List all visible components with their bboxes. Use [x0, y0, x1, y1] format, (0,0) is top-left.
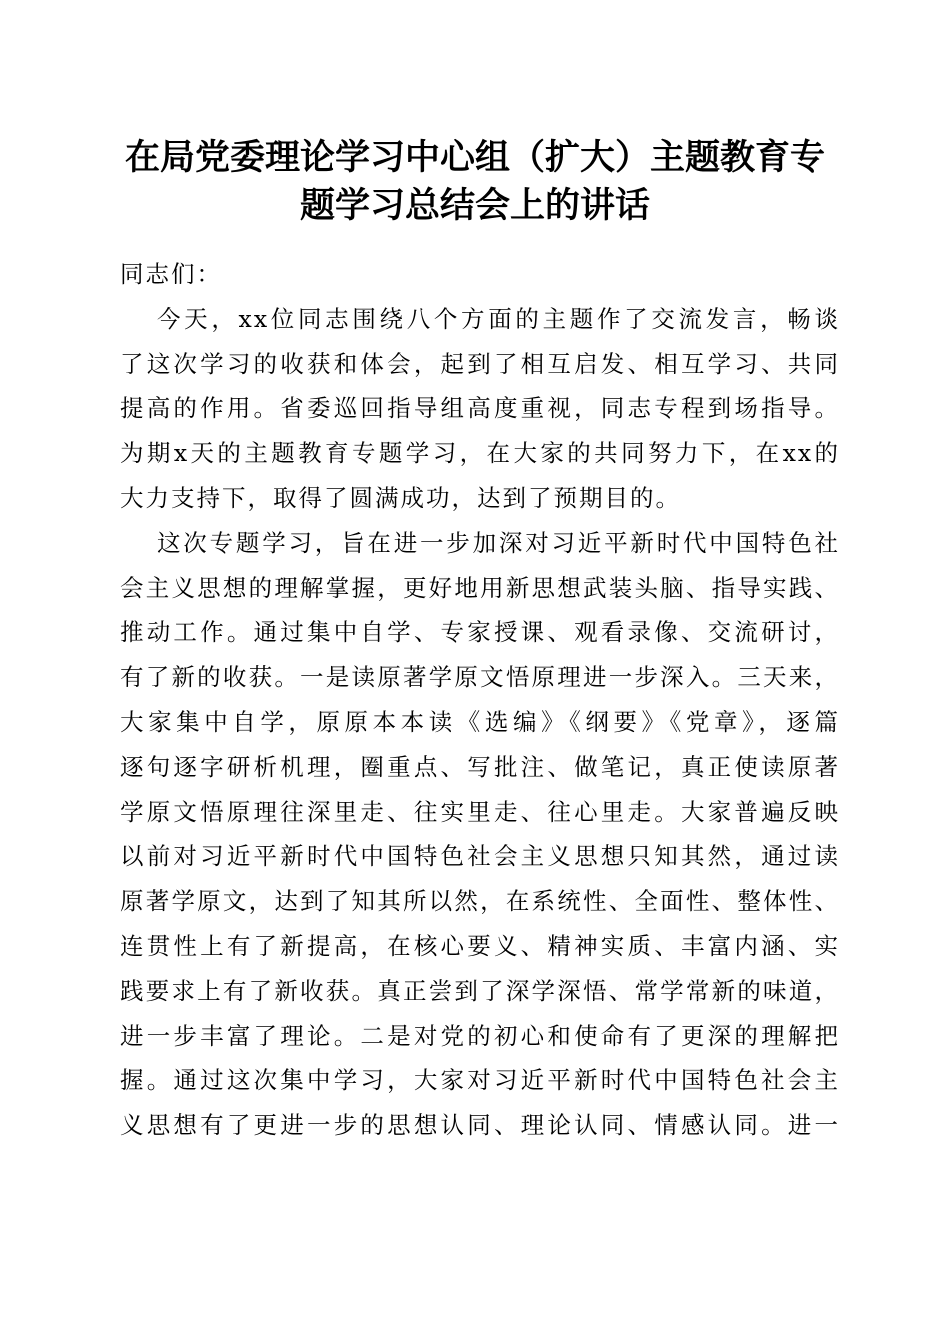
salutation: 同志们：	[120, 260, 222, 288]
paragraph-line: 大力支持下，取得了圆满成功，达到了预期目的。	[120, 483, 681, 512]
document-body	[120, 252, 840, 1148]
paragraph-line: 为期x天的主题教育专题学习，在大家的共同努力下，在xx的	[120, 439, 840, 468]
paragraph-line: 以前对习近平新时代中国特色社会主义思想只知其然，通过读	[120, 842, 840, 871]
paragraph-line: 今天，xx位同志围绕八个方面的主题作了交流发言，畅谈	[157, 304, 840, 333]
title-line: 在局党委理论学习中心组（扩大）主题教育专	[124, 137, 825, 178]
paragraph-line: 逐句逐字研析机理，圈重点、写批注、做笔记，真正使读原著	[120, 752, 840, 781]
paragraph-line: 推动工作。通过集中自学、专家授课、观看录像、交流研讨，	[120, 618, 840, 647]
paragraph-line: 握。通过这次集中学习，大家对习近平新时代中国特色社会主	[120, 1066, 840, 1095]
paragraph-line: 义思想有了更进一步的思想认同、理论认同、情感认同。进一	[120, 1111, 840, 1140]
paragraph-line: 大家集中自学，原原本本读《选编》《纲要》《党章》，逐篇	[120, 707, 840, 736]
paragraph-line: 学原文悟原理往深里走、往实里走、往心里走。大家普遍反映	[120, 797, 840, 826]
paragraph-line: 有了新的收获。一是读原著学原文悟原理进一步深入。三天来，	[120, 663, 840, 692]
paragraph-1	[120, 297, 840, 521]
paragraph-line: 了这次学习的收获和体会，起到了相互启发、相互学习、共同	[120, 349, 840, 378]
paragraph-line: 践要求上有了新收获。真正尝到了深学深悟、常学常新的味道，	[120, 976, 840, 1005]
paragraph-line: 这次专题学习，旨在进一步加深对习近平新时代中国特色社	[157, 528, 840, 557]
paragraph-line: 提高的作用。省委巡回指导组高度重视，同志专程到场指导。	[120, 394, 840, 423]
title-line: 题学习总结会上的讲话	[299, 185, 650, 226]
paragraph-2	[120, 521, 840, 1148]
document-title	[100, 134, 850, 230]
paragraph-line: 进一步丰富了理论。二是对党的初心和使命有了更深的理解把	[120, 1021, 840, 1050]
paragraph-line: 连贯性上有了新提高，在核心要义、精神实质、丰富内涵、实	[120, 931, 840, 960]
paragraph-line: 会主义思想的理解掌握，更好地用新思想武装头脑、指导实践、	[120, 573, 840, 602]
paragraph-line: 原著学原文，达到了知其所以然，在系统性、全面性、整体性、	[120, 887, 840, 916]
